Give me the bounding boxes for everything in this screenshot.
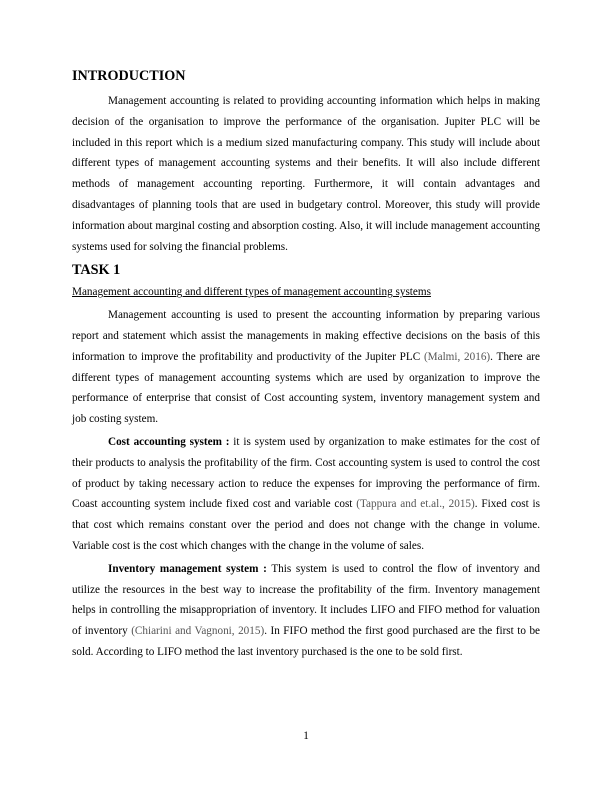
paragraph-text: . Fixed cost is that cost which remains constant over the period and does not change with the change in volume. Variable cost is the cost which changes with the change in the volume of sales. bbox=[72, 498, 541, 552]
document-page bbox=[72, 66, 540, 663]
paragraph-text: . In FIFO method the first good purchased are the first to be sold. According to LIFO method the last inventory purchased is the one to be sold first. bbox=[72, 625, 540, 658]
paragraph-text: This system is used to control the flow of inventory and utilize the resources in the best way to increase the profitability of the firm. Inventory management helps in controlling the misappropriation of inventory. It includes LIFO and FIFO method for valuation of inventory bbox=[72, 562, 540, 638]
task1-heading: TASK 1 bbox=[72, 262, 121, 279]
task1-subheading: Management accounting and different types of management accounting systems bbox=[72, 286, 431, 299]
citation-chiarini: (Chiarini and Vagnoni, 2015) bbox=[131, 625, 265, 638]
cost-accounting-paragraph bbox=[72, 432, 540, 557]
citation-malmi: (Malmi, 2016) bbox=[423, 350, 491, 363]
citation-tappura: (Tappura and et.al., 2015) bbox=[356, 498, 475, 511]
inventory-management-paragraph bbox=[72, 559, 540, 663]
introduction-paragraph: Management accounting is related to providing accounting information which helps in making decision of the organisation to improve the performance of the organisation. Jupiter PLC will be included in this report which is a medium sized manufacturing company. This study will include about different types of management accounting systems and their benefits. It will also include different methods of management accounting reporting. Furthermore, it will contain advantages and disadvantages of planning tools that are used in budgetary control. Moreover, this study will provide information about marginal costing and absorption costing. Also, it will include management accounting systems used for solving the financial problems. bbox=[72, 95, 540, 253]
paragraph-text: . There are different types of management accounting systems which are used by organization to improve the performance of enterprise that consist of Cost accounting system, inventory management system and job costing system. bbox=[72, 350, 540, 426]
page-number: 1 bbox=[303, 730, 309, 742]
inventory-management-label: Inventory management system : bbox=[108, 562, 267, 575]
task1-paragraph-1 bbox=[72, 305, 540, 430]
paragraph-text: Management accounting is used to present the accounting information by preparing various report and statement which assist the managements in making effective decisions on the basis of this information to improve the profitability and productivity of the Jupiter PLC bbox=[72, 309, 540, 363]
paragraph-text: it is system used by organization to make estimates for the cost of their products to analysis the profitability of the firm. Cost accounting system is used to control the cost of product by taking necessary action to reduce the expenses for improving the performance of firm. Coast accounting system include fixed cost and variable cost bbox=[72, 435, 540, 511]
cost-accounting-label: Cost accounting system : bbox=[108, 435, 230, 448]
introduction-heading: INTRODUCTION bbox=[72, 68, 186, 84]
